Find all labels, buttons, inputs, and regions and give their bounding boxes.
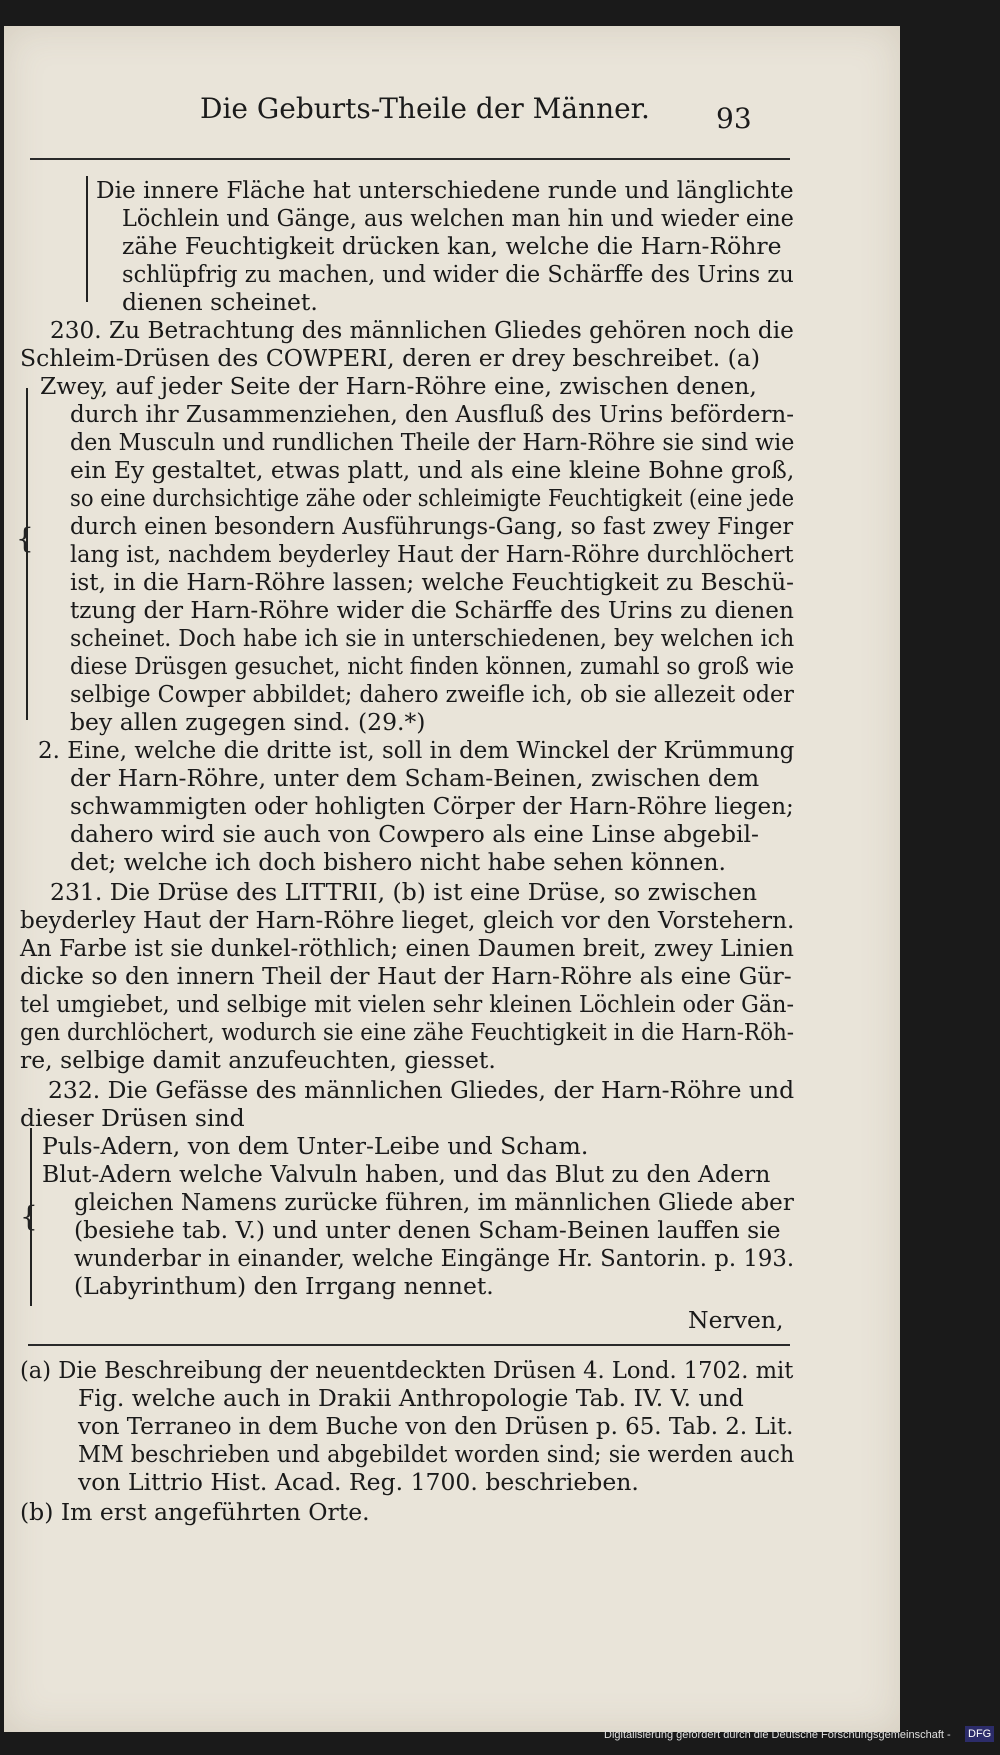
text-line: dicke so den innern Theil der Haut der Harn-Röhre als eine Gür- xyxy=(20,962,792,990)
text-line: wunderbar in einander, welche Eingänge Hr. Santorin. p. 193. xyxy=(74,1244,795,1272)
footnote-line: MM beschrieben und abgebildet worden sind; sie werden auch xyxy=(78,1440,795,1468)
text-line: lang ist, nachdem beyderley Haut der Harn-Röhre durchlöchert xyxy=(70,540,794,568)
page-number: 93 xyxy=(716,102,752,135)
text-line: schlüpfrig zu machen, und wider die Schärffe des Urins zu xyxy=(122,260,794,288)
text-line: so eine durchsichtige zähe oder schleimigte Feuchtigkeit (eine jede xyxy=(70,484,795,512)
text-line: Schleim-Drüsen des COWPERI, deren er drey beschreibet. (a) xyxy=(20,344,760,372)
text-line: tzung der Harn-Röhre wider die Schärffe des Urins zu dienen xyxy=(70,596,794,624)
header-rule xyxy=(30,158,790,160)
text-line: scheinet. Doch habe ich sie in unterschiedenen, bey welchen ich xyxy=(70,624,795,652)
text-line: Zwey, auf jeder Seite der Harn-Röhre eine, zwischen denen, xyxy=(40,372,757,400)
text-line: Puls-Adern, von dem Unter-Leibe und Scham. xyxy=(42,1132,589,1160)
brace-point: { xyxy=(16,522,34,555)
text-line: dahero wird sie auch von Cowpero als eine Linse abgebil- xyxy=(70,820,759,848)
text-line: ist, in die Harn-Röhre lassen; welche Feuchtigkeit zu Beschü- xyxy=(70,568,794,596)
brace-intro xyxy=(86,176,96,302)
text-line: An Farbe ist sie dunkel-röthlich; einen Daumen breit, zwey Linien xyxy=(20,934,794,962)
text-line: durch ihr Zusammenziehen, den Ausfluß des Urins befördern- xyxy=(70,400,795,428)
text-line: (besiehe tab. V.) und unter denen Scham-Beinen lauffen sie xyxy=(74,1216,781,1244)
text-line: schwammigten oder hohligten Cörper der Harn-Röhre liegen; xyxy=(70,792,794,820)
dfg-logo: DFG xyxy=(965,1726,994,1742)
text-line: ein Ey gestaltet, etwas platt, und als eine kleine Bohne groß, xyxy=(70,456,795,484)
text-line: 2. Eine, welche die dritte ist, soll in dem Winckel der Krümmung xyxy=(38,736,795,764)
text-line: bey allen zugegen sind. (29.*) xyxy=(70,708,426,736)
text-line: 230. Zu Betrachtung des männlichen Gliedes gehören noch die xyxy=(50,316,794,344)
footnote-line: (a) Die Beschreibung der neuentdeckten Drüsen 4. Lond. 1702. mit xyxy=(20,1356,794,1384)
text-line: tel umgiebet, und selbige mit vielen sehr kleinen Löchlein oder Gän- xyxy=(20,990,794,1018)
text-line: der Harn-Röhre, unter dem Scham-Beinen, zwischen dem xyxy=(70,764,760,792)
footnote-line: (b) Im erst angeführten Orte. xyxy=(20,1498,370,1526)
text-line: gleichen Namens zurücke führen, im männlichen Gliede aber xyxy=(74,1188,794,1216)
text-line: det; welche ich doch bishero nicht habe sehen können. xyxy=(70,848,726,876)
text-line: Blut-Adern welche Valvuln haben, und das Blut zu den Adern xyxy=(42,1160,771,1188)
text-line: dieser Drüsen sind xyxy=(20,1104,245,1132)
text-line: diese Drüsgen gesuchet, nicht finden können, zumahl so groß wie xyxy=(70,652,795,680)
text-line: 231. Die Drüse des LITTRII, (b) ist eine Drüse, so zwischen xyxy=(50,878,758,906)
footnote-line: Fig. welche auch in Drakii Anthropologie Tab. IV. V. und xyxy=(78,1384,744,1412)
text-line: zähe Feuchtigkeit drücken kan, welche die Harn-Röhre xyxy=(122,232,782,260)
text-line: (Labyrinthum) den Irrgang nennet. xyxy=(74,1272,494,1300)
text-line: 232. Die Gefässe des männlichen Gliedes, der Harn-Röhre und xyxy=(48,1076,795,1104)
footnote-rule xyxy=(28,1344,790,1346)
text-line: den Musculn und rundlichen Theile der Harn-Röhre sie sind wie xyxy=(70,428,795,456)
footnote-line: von Littrio Hist. Acad. Reg. 1700. beschrieben. xyxy=(78,1468,639,1496)
text-line: durch einen besondern Ausführungs-Gang, so fast zwey Finger xyxy=(70,512,794,540)
running-head: Die Geburts-Theile der Männer. xyxy=(200,92,650,125)
text-line: selbige Cowper abbildet; dahero zweifle ich, ob sie allezeit oder xyxy=(70,680,794,708)
text-line: Die innere Fläche hat unterschiedene runde und länglichte xyxy=(96,176,794,204)
text-line: re, selbige damit anzufeuchten, giesset. xyxy=(20,1046,496,1074)
text-line: beyderley Haut der Harn-Röhre lieget, gleich vor den Vorstehern. xyxy=(20,906,795,934)
text-line: Löchlein und Gänge, aus welchen man hin und wieder eine xyxy=(122,204,794,232)
catchword: Nerven, xyxy=(688,1306,784,1334)
footnote-line: von Terraneo in dem Buche von den Drüsen p. 65. Tab. 2. Lit. xyxy=(78,1412,794,1440)
text-line: gen durchlöchert, wodurch sie eine zähe Feuchtigkeit in die Harn-Röh- xyxy=(20,1018,795,1046)
brace-point: { xyxy=(20,1200,38,1233)
text-line: dienen scheinet. xyxy=(122,288,318,316)
digitization-credit: Digitalisierung gefördert durch die Deutsche Forschungsgemeinschaft - xyxy=(604,1729,951,1741)
